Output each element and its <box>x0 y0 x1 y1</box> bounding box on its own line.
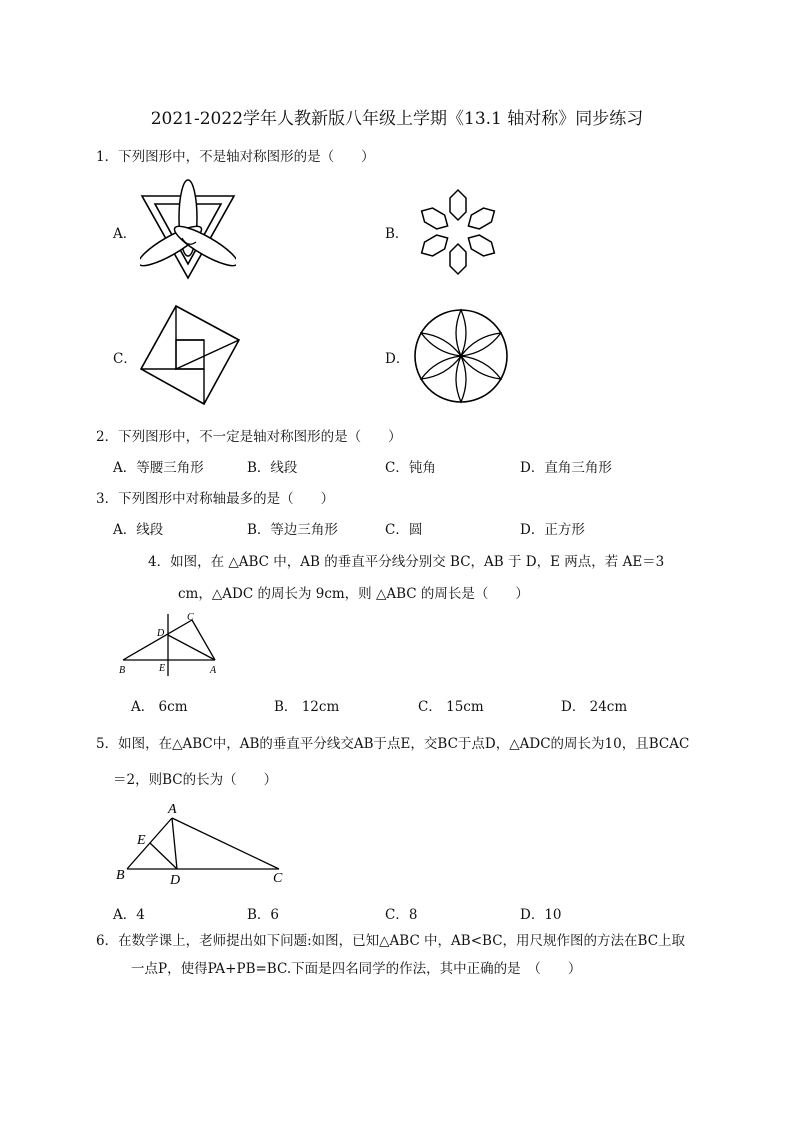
q4-figure-triangle <box>115 610 225 678</box>
q1-figure-b <box>412 186 504 278</box>
q2-option-c: C．钝角 <box>385 460 436 476</box>
q4-label-d: D <box>157 628 165 639</box>
q5-figure-triangle <box>112 800 292 886</box>
q4-option-b: B． 12cm <box>274 699 340 715</box>
q1-figure-c <box>138 303 242 407</box>
q4-label-a: A <box>210 665 217 676</box>
q5-label-b: B <box>116 868 125 883</box>
q1-figure-a <box>140 178 236 282</box>
q1-option-d-label: D． <box>385 351 410 367</box>
question-3-stem: 3．下列图形中对称轴最多的是（ ） <box>96 491 335 507</box>
q5-option-a: A．4 <box>113 907 145 923</box>
question-1-stem: 1．下列图形中，不是轴对称图形的是（ ） <box>96 149 375 165</box>
page-title: 2021-2022学年人教新版八年级上学期《13.1 轴对称》同步练习 <box>150 109 644 129</box>
q4-option-a: A． 6cm <box>131 699 188 715</box>
q2-option-a: A．等腰三角形 <box>113 460 204 476</box>
q2-option-b: B．线段 <box>247 460 298 476</box>
q5-label-c: C <box>273 871 283 886</box>
question-5-stem-line2: ＝2，则BC的长为（ ） <box>113 772 278 788</box>
q5-option-c: C．8 <box>385 907 418 923</box>
q5-label-e: E <box>137 833 146 848</box>
q1-option-b-label: B． <box>385 226 409 242</box>
q5-option-d: D．10 <box>520 907 562 923</box>
question-4-stem-line2: cm，△ADC 的周长为 9cm，则 △ABC 的周长是（ ） <box>178 586 529 602</box>
q3-option-a: A．线段 <box>113 522 164 538</box>
q4-label-b: B <box>119 665 126 676</box>
question-6-stem-line1: 6．在数学课上，老师提出如下问题:如图，已知△ABC 中，AB<BC，用尺规作图的方法在BC上取 <box>96 933 686 949</box>
q4-label-e: E <box>159 663 166 674</box>
q4-option-c: C． 15cm <box>418 699 484 715</box>
q3-option-b: B．等边三角形 <box>247 522 338 538</box>
question-2-stem: 2．下列图形中，不一定是轴对称图形的是（ ） <box>96 429 402 445</box>
q1-option-c-label: C． <box>113 351 137 367</box>
q5-label-d: D <box>170 873 181 886</box>
q5-label-a: A <box>168 802 177 817</box>
q1-figure-d <box>412 307 510 405</box>
question-5-stem-line1: 5．如图，在△ABC中，AB的垂直平分线交AB于点E，交BC于点D，△ADC的周长为10，且BCAC <box>96 736 690 752</box>
q3-option-c: C．圆 <box>385 522 423 538</box>
question-4-stem-line1: 4．如图，在 △ABC 中，AB 的垂直平分线分别交 BC，AB 于 D，E 两点，若 AE＝3 <box>148 554 665 570</box>
q1-option-a-label: A． <box>113 226 137 242</box>
q4-option-d: D． 24cm <box>561 699 628 715</box>
q3-option-d: D．正方形 <box>520 522 585 538</box>
q4-label-c: C <box>187 612 194 623</box>
question-6-stem-line2: 一点P，使得PA+PB=BC.下面是四名同学的作法，其中正确的是 （ ） <box>131 961 582 977</box>
q2-option-d: D．直角三角形 <box>520 460 612 476</box>
q5-option-b: B．6 <box>247 907 280 923</box>
